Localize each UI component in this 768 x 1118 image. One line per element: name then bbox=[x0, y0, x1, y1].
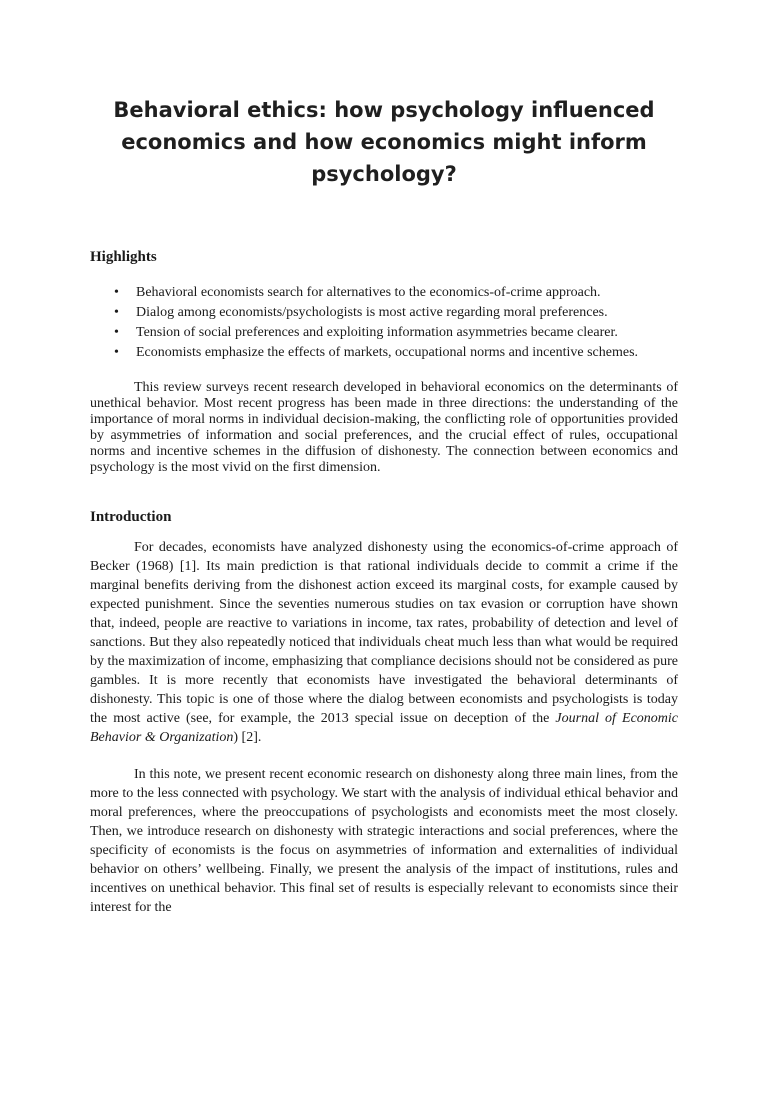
highlights-heading: Highlights bbox=[90, 249, 157, 265]
highlight-text: Behavioral economists search for alternatives to the economics-of-crime approach. bbox=[136, 285, 601, 300]
intro-text: For decades, economists have analyzed dishonesty using the economics-of-crime approach of Becker (1968) [1]. Its main prediction is that rational individuals decide to commit a crime if the marginal benefits deriving from the dishonest action exceed its marginal costs, for example caused by expected punishment. Since the seventies numerous studies on tax evasion or corruption have shown that, indeed, people are reactive to variations in income, tax rates, probability of detection and level of sanctions. But they also repeatedly noticed that individuals cheat much less than what would be required by the maximization of income, emphasizing that compliance decisions should not be considered as pure gambles. It is more recently that economists have investigated the behavioral determinants of dishonesty. This topic is one of those where the dialog between economists and psychologists is today the most active (see, for example, the 2013 special issue on deception of the bbox=[90, 540, 678, 726]
bullet-icon: • bbox=[114, 345, 119, 360]
bullet-icon: • bbox=[114, 305, 119, 320]
title-line: Behavioral ethics: how psychology influenced bbox=[113, 98, 655, 122]
highlight-text: Tension of social preferences and exploiting information asymmetries became clearer. bbox=[136, 325, 618, 340]
highlights-list bbox=[90, 284, 678, 362]
introduction-heading: Introduction bbox=[90, 509, 172, 525]
intro-paragraph-1 bbox=[90, 538, 678, 747]
bullet-icon: • bbox=[114, 285, 119, 300]
document-title bbox=[90, 94, 678, 190]
highlight-item bbox=[90, 344, 678, 362]
bullet-icon: • bbox=[114, 325, 119, 340]
title-line: psychology? bbox=[311, 162, 457, 186]
highlight-item bbox=[90, 324, 678, 342]
document-page bbox=[0, 94, 768, 1118]
abstract-paragraph: This review surveys recent research developed in behavioral economics on the determinants of unethical behavior. Most recent progress has been made in three directions: the understanding of the importance of moral norms in individual decision-making, the conflicting role of opportunities provided by asymmetries of information and social preferences, and the crucial effect of rules, occupational norms and incentive schemes in the diffusion of dishonesty. The connection between economics and psychology is the most vivid on the first dimension. bbox=[90, 380, 678, 475]
highlight-item bbox=[90, 284, 678, 302]
highlight-text: Dialog among economists/psychologists is most active regarding moral preferences. bbox=[136, 305, 608, 320]
journal-name: Journal of Economic Behavior & Organization bbox=[90, 711, 678, 745]
intro-citation: ) [2]. bbox=[233, 730, 262, 745]
highlight-text: Economists emphasize the effects of markets, occupational norms and incentive schemes. bbox=[136, 345, 639, 360]
title-line: economics and how economics might inform bbox=[121, 130, 647, 154]
highlight-item bbox=[90, 304, 678, 322]
intro-paragraph-2: In this note, we present recent economic research on dishonesty along three main lines, from the more to the less connected with psychology. We start with the analysis of individual ethical behavior and moral preferences, where the preoccupations of psychologists and economists meet the most closely. Then, we introduce research on dishonesty with strategic interactions and social preferences, where the specificity of economists is the focus on asymmetries of information and externalities of individual behavior on others’ wellbeing. Finally, we present the analysis of the impact of institutions, rules and incentives on unethical behavior. This final set of results is especially relevant to economists since their interest for the bbox=[90, 767, 678, 915]
